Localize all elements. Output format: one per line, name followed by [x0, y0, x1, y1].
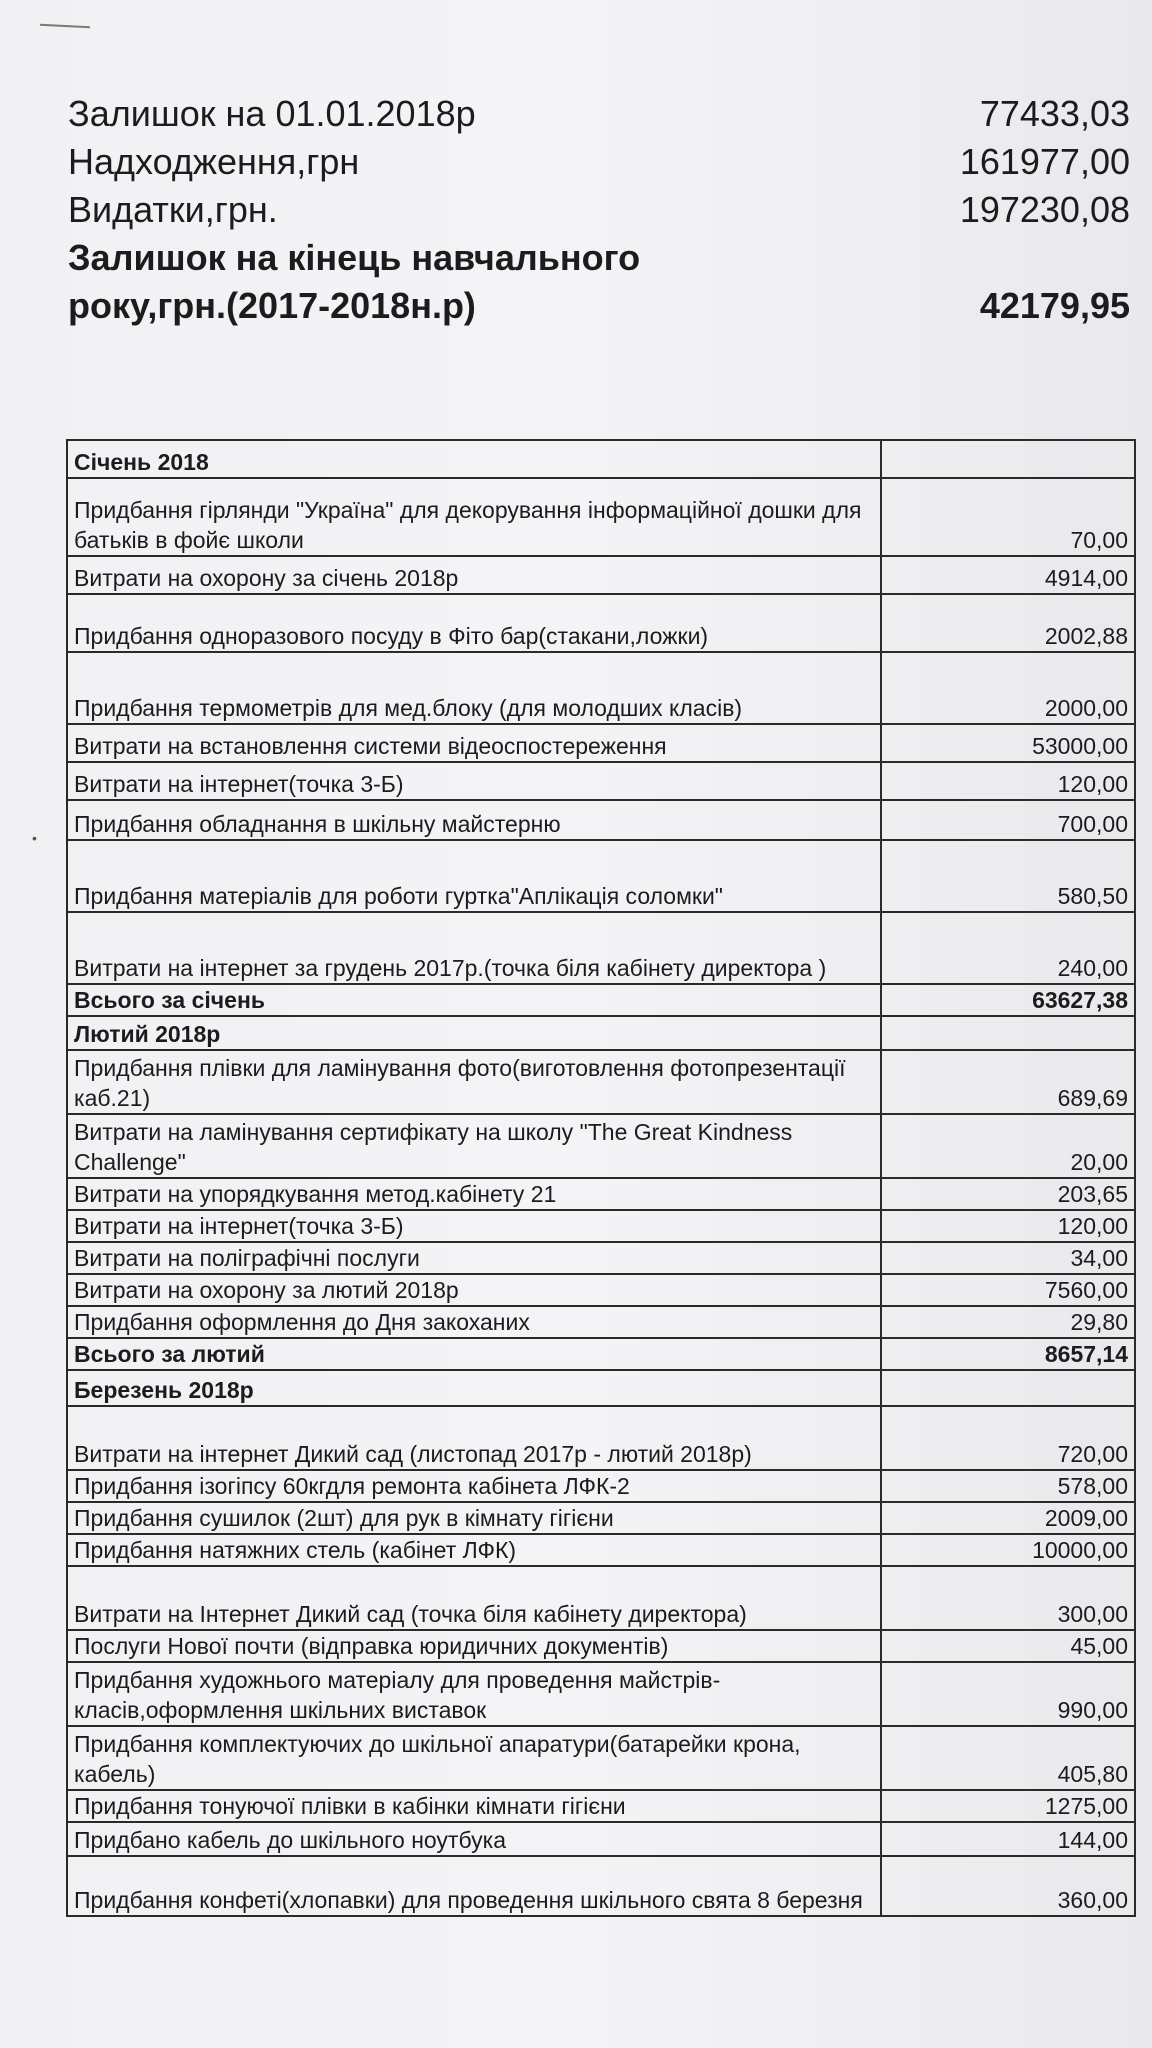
summary-row-closing-balance: [68, 234, 1130, 330]
expense-amount: 203,65: [881, 1178, 1135, 1210]
expense-description: Витрати на упорядкування метод.кабінету 21: [67, 1178, 881, 1210]
expense-description: Придбання термометрів для мед.блоку (для молодших класів): [67, 652, 881, 724]
table-row: [67, 1856, 1135, 1916]
table-row: [67, 1210, 1135, 1242]
month-total-row: [67, 1338, 1135, 1370]
table-row: [67, 1502, 1135, 1534]
table-row: [67, 1242, 1135, 1274]
expense-amount: 120,00: [881, 762, 1135, 800]
table-row: [67, 1306, 1135, 1338]
table-row: [67, 800, 1135, 840]
expense-description: Березень 2018р: [67, 1370, 881, 1406]
summary-value: 197230,08: [959, 189, 1130, 230]
expense-amount: 144,00: [881, 1822, 1135, 1856]
pen-mark: [40, 24, 90, 29]
table-row: [67, 1178, 1135, 1210]
expense-amount: [881, 440, 1135, 478]
summary-label: Видатки,грн.: [68, 189, 278, 230]
stray-mark: •: [32, 830, 37, 846]
expense-amount: 34,00: [881, 1242, 1135, 1274]
expense-description: Витрати на інтернет(точка 3-Б): [67, 1210, 881, 1242]
table-row: [67, 1726, 1135, 1790]
table-row: [67, 652, 1135, 724]
table-row: [67, 762, 1135, 800]
table-row: [67, 840, 1135, 912]
summary-row-opening-balance: [68, 90, 1130, 138]
summary-label: Надходження,грн: [68, 141, 360, 182]
expense-table: [66, 439, 1136, 1917]
month-header-row: [67, 1016, 1135, 1050]
expense-description: Послуги Нової почти (відправка юридичних документів): [67, 1630, 881, 1662]
expense-amount: 689,69: [881, 1050, 1135, 1114]
expense-amount: 70,00: [881, 478, 1135, 556]
expense-description: Придбання комплектуючих до шкільної апаратури(батарейки крона, кабель): [67, 1726, 881, 1790]
table-row: [67, 1050, 1135, 1114]
expense-amount: 10000,00: [881, 1534, 1135, 1566]
expense-amount: 2000,00: [881, 652, 1135, 724]
summary-value: 42179,95: [979, 285, 1130, 326]
expense-description: Придбання ізогіпсу 60кгдля ремонта кабінета ЛФК-2: [67, 1470, 881, 1502]
balance-summary: [68, 90, 1130, 330]
table-row: [67, 1470, 1135, 1502]
table-row: [67, 1662, 1135, 1726]
expense-description: Січень 2018: [67, 440, 881, 478]
table-row: [67, 1566, 1135, 1630]
month-header-row: [67, 440, 1135, 478]
expense-amount: 45,00: [881, 1630, 1135, 1662]
month-total-row: [67, 984, 1135, 1016]
table-row: [67, 1790, 1135, 1822]
expense-description: Придбання обладнання в шкільну майстерню: [67, 800, 881, 840]
table-row: [67, 724, 1135, 762]
table-row: [67, 478, 1135, 556]
expense-description: Витрати на встановлення системи відеоспостереження: [67, 724, 881, 762]
expense-description: Всього за січень: [67, 984, 881, 1016]
table-row: [67, 594, 1135, 652]
expense-amount: 2002,88: [881, 594, 1135, 652]
expense-amount: 300,00: [881, 1566, 1135, 1630]
expense-amount: 578,00: [881, 1470, 1135, 1502]
expense-amount: 4914,00: [881, 556, 1135, 594]
expense-amount: [881, 1370, 1135, 1406]
expense-amount: 20,00: [881, 1114, 1135, 1178]
expense-description: Витрати на інтернет Дикий сад (листопад 2017р - лютий 2018р): [67, 1406, 881, 1470]
expense-description: Придбання сушилок (2шт) для рук в кімнату гігієни: [67, 1502, 881, 1534]
summary-value: 77433,03: [979, 93, 1130, 134]
expense-amount: 1275,00: [881, 1790, 1135, 1822]
table-row: [67, 556, 1135, 594]
expense-amount: 8657,14: [881, 1338, 1135, 1370]
table-row: [67, 1534, 1135, 1566]
expense-description: Витрати на інтернет(точка 3-Б): [67, 762, 881, 800]
expense-amount: 580,50: [881, 840, 1135, 912]
expense-description: Придбано кабель до шкільного ноутбука: [67, 1822, 881, 1856]
expense-description: Витрати на інтернет за грудень 2017р.(точка біля кабінету директора ): [67, 912, 881, 984]
month-header-row: [67, 1370, 1135, 1406]
summary-label: Залишок на 01.01.2018р: [68, 93, 476, 134]
summary-row-income: [68, 138, 1130, 186]
expense-description: Витрати на ламінування сертифікату на школу "The Great Kindness Challenge": [67, 1114, 881, 1178]
summary-row-expenses: [68, 186, 1130, 234]
expense-description: Всього за лютий: [67, 1338, 881, 1370]
expense-amount: 63627,38: [881, 984, 1135, 1016]
expense-amount: 405,80: [881, 1726, 1135, 1790]
table-row: [67, 1114, 1135, 1178]
expense-amount: 53000,00: [881, 724, 1135, 762]
expense-amount: 29,80: [881, 1306, 1135, 1338]
expense-amount: 240,00: [881, 912, 1135, 984]
table-row: [67, 912, 1135, 984]
expense-description: Придбання конфеті(хлопавки) для проведення шкільного свята 8 березня: [67, 1856, 881, 1916]
expense-description: Витрати на охорону за січень 2018р: [67, 556, 881, 594]
expense-description: Придбання гірлянди "Україна" для декорування інформаційної дошки для батьків в фойє школи: [67, 478, 881, 556]
expense-description: Лютий 2018р: [67, 1016, 881, 1050]
expense-description: Витрати на поліграфічні послуги: [67, 1242, 881, 1274]
table-row: [67, 1406, 1135, 1470]
expense-amount: 2009,00: [881, 1502, 1135, 1534]
expense-table-body: [67, 440, 1135, 1916]
expense-description: Придбання натяжних стель (кабінет ЛФК): [67, 1534, 881, 1566]
expense-description: Витрати на охорону за лютий 2018р: [67, 1274, 881, 1306]
table-row: [67, 1822, 1135, 1856]
expense-amount: 7560,00: [881, 1274, 1135, 1306]
expense-description: Придбання матеріалів для роботи гуртка"Аплікація соломки": [67, 840, 881, 912]
expense-description: Придбання плівки для ламінування фото(виготовлення фотопрезентації каб.21): [67, 1050, 881, 1114]
expense-description: Придбання тонуючої плівки в кабінки кімнати гігієни: [67, 1790, 881, 1822]
expense-amount: 720,00: [881, 1406, 1135, 1470]
expense-amount: 120,00: [881, 1210, 1135, 1242]
expense-amount: 990,00: [881, 1662, 1135, 1726]
expense-description: Придбання одноразового посуду в Фіто бар(стакани,ложки): [67, 594, 881, 652]
summary-label: Залишок на кінець навчального року,грн.(2017-2018н.р): [68, 237, 641, 326]
expense-amount: 700,00: [881, 800, 1135, 840]
expense-description: Придбання оформлення до Дня закоханих: [67, 1306, 881, 1338]
table-row: [67, 1274, 1135, 1306]
expense-description: Придбання художнього матеріалу для проведення майстрів-класів,оформлення шкільних виставок: [67, 1662, 881, 1726]
summary-value: 161977,00: [959, 141, 1130, 182]
expense-description: Витрати на Інтернет Дикий сад (точка біля кабінету директора): [67, 1566, 881, 1630]
expense-amount: 360,00: [881, 1856, 1135, 1916]
expense-amount: [881, 1016, 1135, 1050]
table-row: [67, 1630, 1135, 1662]
